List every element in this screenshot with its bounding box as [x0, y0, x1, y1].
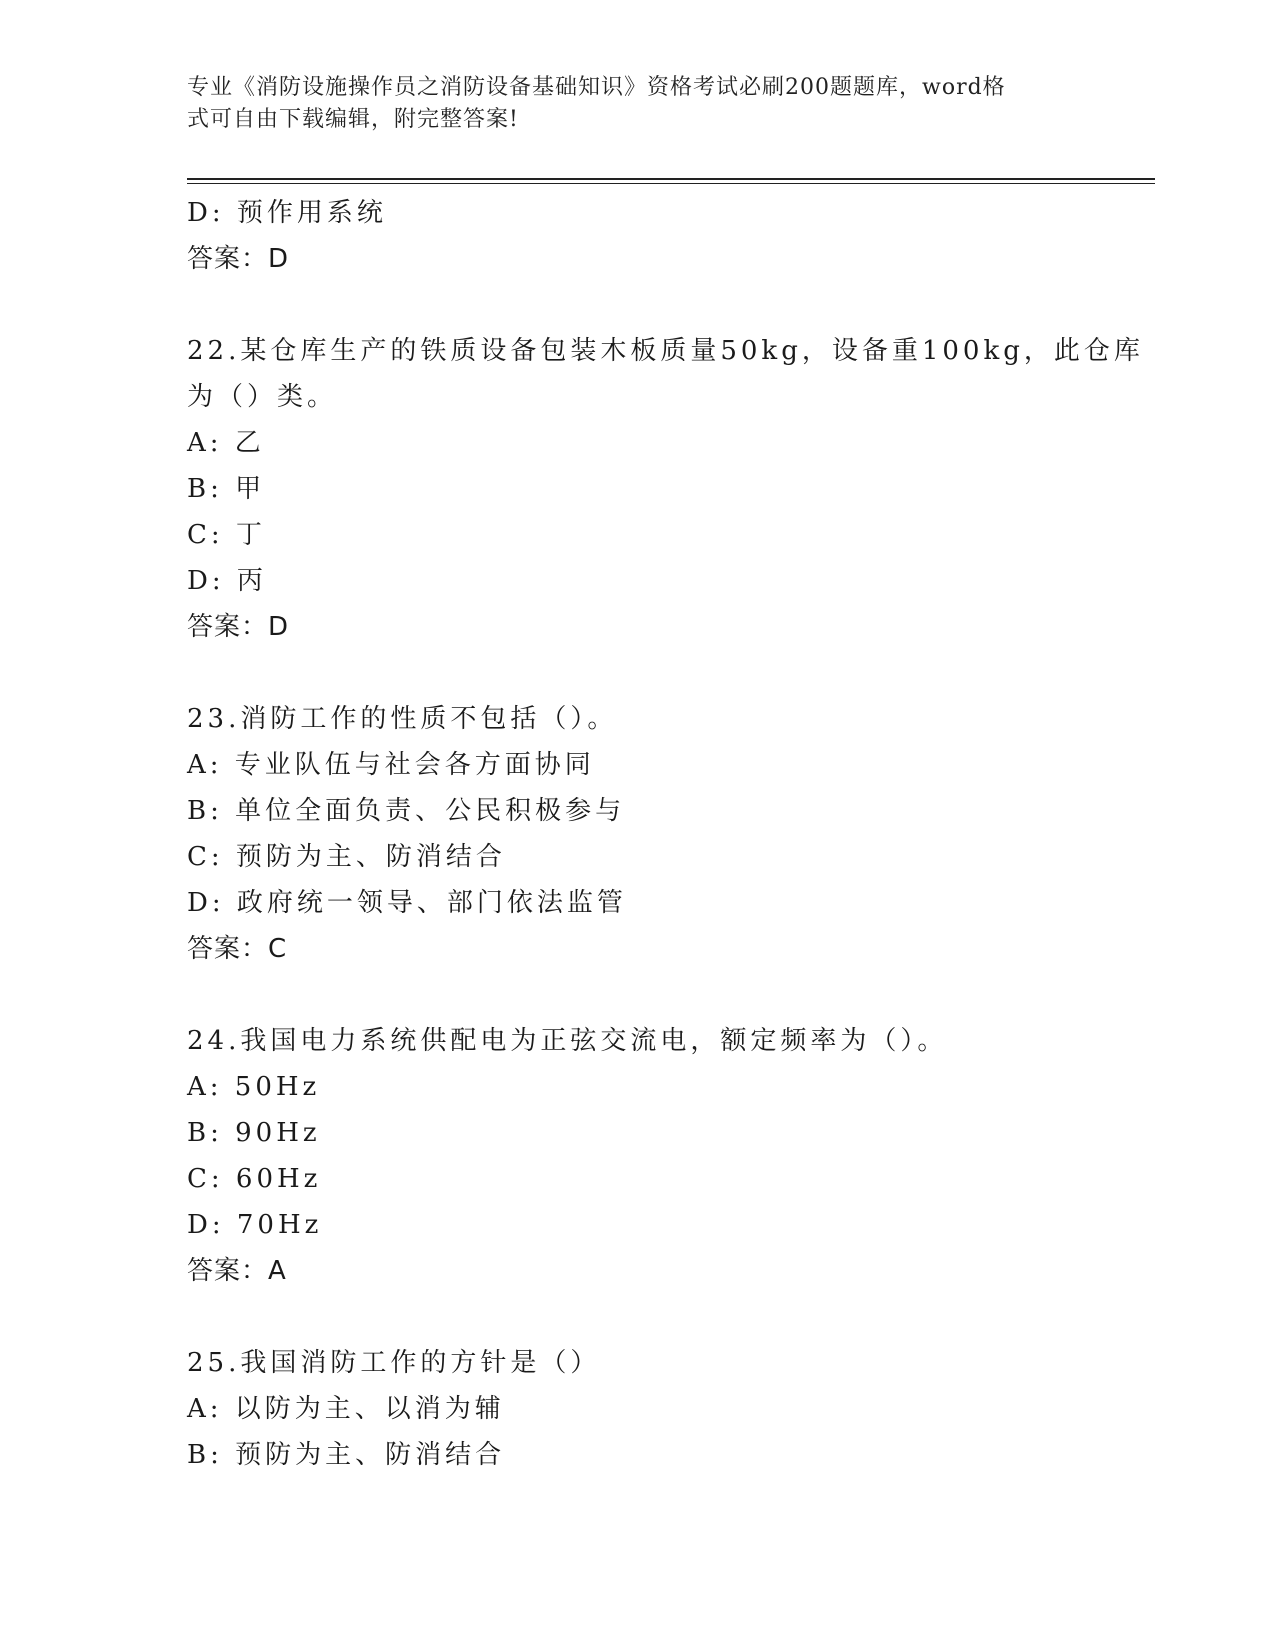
header-divider-thin — [187, 183, 1155, 184]
option-a: A: 50Hz — [187, 1072, 321, 1102]
question-24 — [187, 1018, 1087, 1294]
option-b: B: 预防为主、防消结合 — [187, 1440, 506, 1470]
header-line-2: 式可自由下载编辑，附完整答案! — [187, 107, 519, 132]
document-header — [187, 72, 1067, 136]
question-21-tail — [187, 190, 1087, 282]
question-23 — [187, 696, 1087, 972]
option-d: D: 丙 — [187, 566, 267, 596]
option-a: A: 专业队伍与社会各方面协同 — [187, 750, 595, 780]
option-d: D: 政府统一领导、部门依法监管 — [187, 888, 627, 918]
option-b: B: 甲 — [187, 474, 266, 504]
option-b: B: 90Hz — [187, 1118, 321, 1148]
header-divider-thick — [187, 178, 1155, 180]
question-stem-line-1: 22.某仓库生产的铁质设备包装木板质量50kg，设备重100kg，此仓库 — [187, 336, 1144, 366]
option-b: B: 单位全面负责、公民积极参与 — [187, 796, 626, 826]
question-22 — [187, 328, 1144, 650]
question-25 — [187, 1340, 1087, 1478]
question-stem: 25.我国消防工作的方针是（） — [187, 1348, 601, 1378]
question-stem: 24.我国电力系统供配电为正弦交流电，额定频率为（）。 — [187, 1026, 948, 1056]
option-c: C: 60Hz — [187, 1164, 322, 1194]
answer: 答案：D — [187, 244, 290, 274]
header-line-1: 专业《消防设施操作员之消防设备基础知识》资格考试必刷200题题库，word格 — [187, 75, 1006, 100]
answer: 答案：C — [187, 934, 288, 964]
question-stem: 23.消防工作的性质不包括（）。 — [187, 704, 618, 734]
option-d: D: 预作用系统 — [187, 198, 387, 228]
option-d: D: 70Hz — [187, 1210, 323, 1240]
option-c: C: 丁 — [187, 520, 266, 550]
question-stem-line-2: 为（）类。 — [187, 382, 338, 412]
answer: 答案：A — [187, 1256, 287, 1286]
option-a: A: 乙 — [187, 428, 265, 458]
question-list — [187, 190, 1144, 1478]
option-c: C: 预防为主、防消结合 — [187, 842, 506, 872]
answer: 答案：D — [187, 612, 290, 642]
option-a: A: 以防为主、以消为辅 — [187, 1394, 505, 1424]
